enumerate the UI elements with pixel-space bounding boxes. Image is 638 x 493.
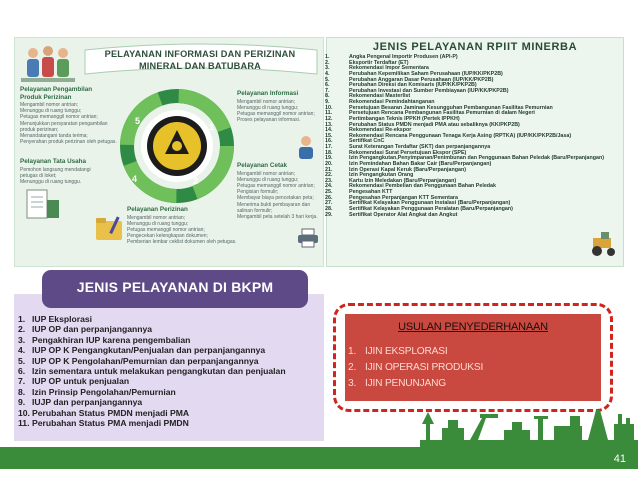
block-line: Menunggu di ruang tunggu. <box>20 178 82 185</box>
rpiit-item-number: 11. <box>325 110 333 117</box>
block-tata-usaha <box>20 158 110 185</box>
bkpm-title: JENIS PELAYANAN DI BKPM <box>42 270 308 308</box>
bkpm-item <box>18 397 286 407</box>
people-icon <box>21 44 75 84</box>
bkpm-item-number: 8. <box>18 386 26 397</box>
block-line: Proses pelayanan informasi. <box>237 117 301 124</box>
rpiit-item-text: Perubahan Direksi dan Komisaris (IUP/KK/PKP2B) <box>349 82 477 89</box>
rpiit-item-number: 23. <box>325 177 333 184</box>
rpiit-item-text: Sertifikat Kelayakan Penggunaan Peralatan (Baru/Perpanjangan) <box>349 205 513 212</box>
block-line: Mengambil nomor antrian; <box>237 170 296 177</box>
person-info-icon <box>293 134 319 160</box>
block-line: petugas di loket; <box>20 172 57 179</box>
rpiit-item-number: 4. <box>325 70 330 77</box>
block-title <box>20 158 110 166</box>
rpiit-item-number: 20. <box>325 160 333 167</box>
bkpm-item-number: 3. <box>18 334 26 345</box>
block-informasi <box>237 90 319 123</box>
block-line: salinan formulir; <box>237 207 273 214</box>
rpiit-list <box>325 54 617 218</box>
block-perizinan <box>127 206 239 246</box>
block-title <box>237 162 321 170</box>
block-line: Membayar biaya pencetakan peta; <box>237 195 314 202</box>
rpiit-item-number: 7. <box>325 87 330 94</box>
bkpm-panel <box>14 279 324 441</box>
rpiit-item-text: Izin Pengangkutan,Penyimpanan/Penimbunan dan Penggunaan Bahan Peledak (Baru/Perpanjangan) <box>349 155 605 162</box>
block-line: Mengambil nomor antrian; <box>237 98 296 105</box>
bkpm-item <box>18 356 286 366</box>
footer-bar <box>0 447 638 469</box>
rpiit-item-text: Rekomendasi Impor Sementara <box>349 65 429 72</box>
block-line: Mengambil peta setelah 3 hari kerja. <box>237 213 318 220</box>
bkpm-item <box>18 418 286 428</box>
rpiit-item-text: Izin Pemindahan Bahan Bakar Cair (Baru/Perpanjangan) <box>349 160 492 167</box>
rpiit-item-number: 24. <box>325 183 333 190</box>
usulan-item-text: IJIN PENUNJANG <box>365 378 446 389</box>
block-line: Petugas memanggil nomor antrian; <box>237 182 315 189</box>
block-title-line: Pelayanan Perizinan <box>127 206 188 213</box>
block-title-line: Pelayanan Tata Usaha <box>20 158 87 165</box>
rpiit-item-number: 28. <box>325 205 333 212</box>
usulan-item-number: 1. <box>348 346 357 357</box>
rpiit-item-text: Izin Operasi Kapal Keruk (Baru/Perpanjangan) <box>349 166 466 173</box>
step-number: 5 <box>135 116 141 126</box>
rpiit-item-number: 22. <box>325 172 333 179</box>
rpiit-item-text: Pengesahan Perpanjangan KTT Sementara <box>349 194 458 201</box>
rpiit-item-number: 27. <box>325 200 333 207</box>
usulan-box <box>345 314 601 401</box>
block-cetak <box>237 162 321 220</box>
rpiit-item-text: Perubahan Kepemilikan Saham Perusahaan (IUP/KK/PKP2B) <box>349 70 503 77</box>
rpiit-item-number: 25. <box>325 189 333 195</box>
usulan-item <box>348 344 483 360</box>
bkpm-item-text: Pengakhiran IUP karena pengembalian <box>32 334 191 345</box>
infographic-title-line: MINERAL DAN BATUBARA <box>138 61 262 71</box>
rpiit-item-text: Rekomendasi Re-ekspor <box>349 127 412 134</box>
bkpm-item <box>18 408 286 418</box>
bkpm-item-number: 6. <box>18 366 26 377</box>
block-title <box>20 86 124 101</box>
mining-silhouette-icon <box>420 404 638 448</box>
block-title-line: Produk Perizinan <box>20 93 72 101</box>
bkpm-item-text: Perubahan Status PMDN menjadi PMA <box>32 407 190 418</box>
rpiit-item-number: 13. <box>325 121 333 128</box>
rpiit-item-number: 12. <box>325 115 333 122</box>
block-line: Menerima bukti pembayaran dan <box>237 201 311 208</box>
block-line: Pengisian formulir; <box>237 189 279 196</box>
rpiit-item <box>325 211 617 219</box>
rpiit-item-number: 5. <box>325 76 330 83</box>
rpiit-item-number: 1. <box>325 54 330 60</box>
rpiit-item-number: 15. <box>325 132 333 139</box>
rpiit-item-text: Sertifikat Operator Alat Angkat dan Angkut <box>349 211 458 218</box>
rpiit-item-text: Rekomendasi Surat Persetujuan Ekspor (SPE) <box>349 149 467 156</box>
usulan-item-text: IJIN EKSPLORASI <box>365 346 448 357</box>
rpiit-item-number: 19. <box>325 155 333 162</box>
block-line: Menunggu di ruang tunggu; <box>20 108 82 115</box>
block-line: Mengambil nomor antrian; <box>20 102 79 108</box>
step-number: 4 <box>132 174 138 184</box>
usulan-item <box>348 360 483 376</box>
block-title <box>237 90 319 98</box>
rpiit-item-text: Perubahan Anggaran Dasar Perusahaan (IUP/KK/PKP2B) <box>349 76 494 83</box>
rpiit-item-text: Pertimbangan Teknis IPPKH (Pertek IPPKH) <box>349 115 460 122</box>
page-number: 41 <box>613 453 626 465</box>
block-line: Petugas memanggil nomor antrian; <box>20 114 98 121</box>
bkpm-item-text: IUP OP K Pengangkutan/Penjualan dan perpanjangannya <box>32 345 266 356</box>
rpiit-item-text: Izin Pengangkutan Orang <box>349 172 414 179</box>
rpiit-item-number: 8. <box>325 93 330 100</box>
block-line: Petugas memanggil nomor antrian; <box>127 226 205 233</box>
bkpm-item-number: 1. <box>18 314 26 324</box>
bkpm-item-text: IUP OP untuk penjualan <box>32 376 130 387</box>
usulan-list <box>348 344 483 392</box>
block-title-line: Pelayanan Cetak <box>237 162 288 169</box>
bkpm-item-text: Perubahan Status PMA menjadi PMDN <box>32 418 189 429</box>
document-icon <box>23 188 63 222</box>
folder-icon <box>95 216 125 242</box>
rpiit-item-number: 26. <box>325 194 333 201</box>
usulan-item-text: IJIN OPERASI PRODUKSI <box>365 362 484 373</box>
bkpm-item <box>18 345 286 355</box>
bkpm-item-text: Izin sementara untuk melakukan pengangkutan dan penjualan <box>32 366 286 377</box>
rpiit-item-number: 14. <box>325 127 333 134</box>
rpiit-item-text: Pengesahan KTT <box>349 189 393 195</box>
step-number: 1 <box>209 122 215 132</box>
rpiit-item-text: Sertifikat Kelayakan Penggunaan Instalasi (Baru/Perpanjangan) <box>349 200 511 207</box>
usulan-item-number: 3. <box>348 378 357 389</box>
usulan-title: USULAN PENYEDERHANAAN <box>398 321 548 333</box>
rpiit-item-number: 3. <box>325 65 330 72</box>
block-title <box>127 206 239 214</box>
rpiit-item-text: Angka Pengenal Importir Produsen (API-P) <box>349 54 458 60</box>
block-line: Petugas memanggil nomor antrian; <box>237 110 315 117</box>
rpiit-item-number: 2. <box>325 59 330 66</box>
rpiit-item-number: 9. <box>325 99 330 105</box>
bkpm-item <box>18 324 286 334</box>
block-line: Menandatangani tanda terima; <box>20 133 88 140</box>
block-line: Menunjukkan persyaratan pengambilan <box>20 120 108 127</box>
rpiit-item-number: 6. <box>325 82 330 89</box>
usulan-item-number: 2. <box>348 362 357 373</box>
block-title-line: Pelayanan Informasi <box>237 90 299 97</box>
bkpm-item-number: 9. <box>18 397 26 408</box>
bkpm-item-number: 10. <box>18 407 30 418</box>
block-line: Penyerahan produk perizinan oleh petugas. <box>20 139 117 146</box>
bkpm-item <box>18 387 286 397</box>
rpiit-item-text: Perubahan Investasi dan Sumber Pembiayaan (IUP/KK/PKP2B) <box>349 87 509 94</box>
ministry-emblem-icon <box>165 134 189 158</box>
rpiit-item-text: Surat Keterangan Terdaftar (SKT) dan perpanjangannya <box>349 144 491 150</box>
bkpm-item-number: 11. <box>18 418 30 429</box>
usulan-panel <box>333 303 613 412</box>
block-line: Menunggu di ruang tunggu; <box>127 220 189 227</box>
rpiit-item-number: 17. <box>325 144 333 150</box>
rpiit-item-number: 21. <box>325 166 333 173</box>
rpiit-item-text: Rekomendasi Masterlist <box>349 93 411 100</box>
rpiit-item-text: Sertifikat CnC <box>349 138 385 145</box>
bkpm-item-number: 4. <box>18 345 26 356</box>
block-line: Pemberian lembar ceklist dokumen oleh petugas. <box>127 239 237 246</box>
bkpm-item-text: Izin Prinsip Pengolahan/Pemurnian <box>32 386 176 397</box>
bkpm-item-text: IUP Eksplorasi <box>32 314 93 324</box>
rpiit-item-number: 18. <box>325 149 333 156</box>
block-line: Menunggu di ruang tunggu; <box>237 104 299 111</box>
rpiit-title: JENIS PELAYANAN RPIIT MINERBA <box>372 41 578 53</box>
bkpm-item-text: IUP OP dan perpanjangannya <box>32 324 153 335</box>
step-number: 2 <box>193 176 199 186</box>
rpiit-item-text: Kartu Izin Meledakan (Baru/Perpanjangan) <box>349 177 457 184</box>
bkpm-item-number: 2. <box>18 324 26 335</box>
bkpm-item <box>18 376 286 386</box>
bkpm-item <box>18 314 286 324</box>
block-pengambilan <box>20 86 124 145</box>
block-title-line: Pelayanan Pengambilan <box>20 86 93 93</box>
rpiit-item-text: Rekomendasi Rencana Penggunaan Tenaga Kerja Asing (RPTKA) (IUP/KK/PKP2B/Jasa) <box>349 132 572 139</box>
bkpm-list <box>18 314 286 428</box>
tractor-illustration <box>589 228 619 258</box>
rpiit-item-text: Persetujuan Besaran Jaminan Kesungguhan Pembangunan Fasilitas Pemurnian <box>349 104 553 111</box>
rpiit-item-number: 10. <box>325 104 333 111</box>
bkpm-item <box>18 335 286 345</box>
rpiit-panel <box>326 37 624 267</box>
rpiit-item-text: Perubahan Status PMDN menjadi PMA atau sebaliknya (KK/PKP2B) <box>349 121 520 128</box>
bkpm-item-number: 7. <box>18 376 26 387</box>
block-line: Menunggu di ruang tunggu; <box>237 176 299 183</box>
infographic-title-line: PELAYANAN INFORMASI DAN PERIZINAN <box>104 49 296 59</box>
block-line: Pengecekan kelengkapan dokumen; <box>127 233 208 240</box>
printer-icon <box>297 228 319 248</box>
usulan-item <box>348 376 483 392</box>
rpiit-item-number: 29. <box>325 211 333 218</box>
bkpm-item <box>18 366 286 376</box>
rpiit-item-text: Rekomendasi Pembelian dan Penggunaan Bahan Peledak <box>349 183 496 190</box>
bkpm-item-number: 5. <box>18 355 26 366</box>
rpiit-item-text: Persetujuan Rencana Pembangunan Fasilitas Pemurnian di dalam Negeri <box>349 110 535 117</box>
rpiit-item-number: 16. <box>325 138 333 145</box>
block-line: Pemohon langsung mendatangi <box>20 166 91 173</box>
bkpm-item-text: IUP OP K Pengolahan/Pemurnian dan perpanjangannya <box>32 355 259 366</box>
infographic-panel <box>14 37 324 267</box>
block-line: produk perizinan; <box>20 126 59 133</box>
infographic-title <box>93 48 307 72</box>
block-line: Mengambil nomor antrian; <box>127 214 186 221</box>
rpiit-item-text: Rekomendasi Pemindahtanganan <box>349 99 435 105</box>
bkpm-item-text: IUJP dan perpanjangannya <box>32 397 143 408</box>
rpiit-item-text: Eksportir Terdaftar (ET) <box>349 59 409 66</box>
